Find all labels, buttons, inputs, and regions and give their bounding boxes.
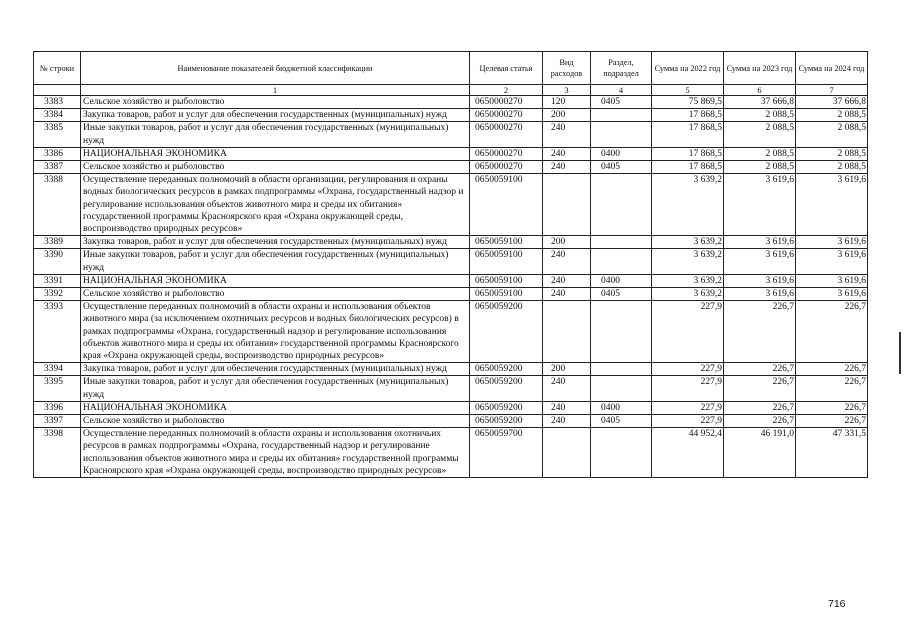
expense-type-cell: 240 xyxy=(543,274,591,287)
expense-type-cell: 240 xyxy=(543,415,591,428)
expense-type-cell xyxy=(543,174,591,236)
sum-2024-cell: 226,7 xyxy=(796,363,868,376)
column-number: 3 xyxy=(543,85,591,96)
sum-2022-cell: 227,9 xyxy=(652,376,724,401)
sum-2024-cell: 2 088,5 xyxy=(796,122,868,147)
section-cell xyxy=(591,363,652,376)
indicator-name-cell: НАЦИОНАЛЬНАЯ ЭКОНОМИКА xyxy=(81,401,470,414)
sum-2023-cell: 3 619,6 xyxy=(724,236,796,249)
section-cell: 0405 xyxy=(591,161,652,174)
sum-2023-cell: 226,7 xyxy=(724,401,796,414)
expense-type-cell: 240 xyxy=(543,249,591,274)
target-article-cell: 0650059100 xyxy=(470,236,543,249)
section-cell: 0400 xyxy=(591,401,652,414)
row-number-cell: 3397 xyxy=(34,415,81,428)
sum-2024-cell: 47 331,5 xyxy=(796,428,868,478)
sum-2024-cell: 226,7 xyxy=(796,415,868,428)
row-number-cell: 3394 xyxy=(34,363,81,376)
page-number: 716 xyxy=(828,598,846,610)
scan-margin-mark xyxy=(899,332,901,374)
row-number-cell: 3390 xyxy=(34,249,81,274)
table-row xyxy=(34,428,868,478)
sum-2023-cell: 3 619,6 xyxy=(724,174,796,236)
indicator-name-cell: Сельское хозяйство и рыболовство xyxy=(81,161,470,174)
target-article-cell: 0650059200 xyxy=(470,301,543,363)
expense-type-cell: 240 xyxy=(543,401,591,414)
sum-2024-cell: 226,7 xyxy=(796,301,868,363)
sum-2022-cell: 17 868,5 xyxy=(652,161,724,174)
expense-type-cell: 240 xyxy=(543,147,591,160)
header-sum-2024: Сумма на 2024 год xyxy=(796,52,868,85)
column-number-empty xyxy=(34,85,81,96)
row-number-cell: 3383 xyxy=(34,96,81,109)
indicator-name-cell: Осуществление переданных полномочий в области организации, регулирования и охраны водных биологических ресурсов в рамках подпрограммы «Охрана, государственный надзор и регулирование использования объектов животного мира и среды их обитания» государственной программы Красноярского края «Охрана окружающей среды, воспроизводство природных ресурсов» xyxy=(81,174,470,236)
indicator-name-cell: Закупка товаров, работ и услуг для обеспечения государственных (муниципальных) нужд xyxy=(81,236,470,249)
column-number: 6 xyxy=(724,85,796,96)
sum-2022-cell: 227,9 xyxy=(652,401,724,414)
column-number-row xyxy=(34,85,868,96)
table-body xyxy=(34,96,868,478)
indicator-name-cell: НАЦИОНАЛЬНАЯ ЭКОНОМИКА xyxy=(81,274,470,287)
section-cell xyxy=(591,174,652,236)
expense-type-cell xyxy=(543,301,591,363)
header-expense-type: Вид расходов xyxy=(543,52,591,85)
section-cell: 0400 xyxy=(591,147,652,160)
column-number: 4 xyxy=(591,85,652,96)
section-cell xyxy=(591,249,652,274)
target-article-cell: 0650059100 xyxy=(470,174,543,236)
section-cell xyxy=(591,122,652,147)
sum-2022-cell: 3 639,2 xyxy=(652,174,724,236)
column-number: 5 xyxy=(652,85,724,96)
table-row xyxy=(34,174,868,236)
section-cell xyxy=(591,109,652,122)
row-number-cell: 3385 xyxy=(34,122,81,147)
sum-2023-cell: 2 088,5 xyxy=(724,147,796,160)
sum-2023-cell: 226,7 xyxy=(724,363,796,376)
sum-2023-cell: 2 088,5 xyxy=(724,109,796,122)
target-article-cell: 0650059100 xyxy=(470,274,543,287)
section-cell: 0405 xyxy=(591,415,652,428)
indicator-name-cell: Закупка товаров, работ и услуг для обеспечения государственных (муниципальных) нужд xyxy=(81,109,470,122)
section-cell: 0405 xyxy=(591,288,652,301)
table-row xyxy=(34,401,868,414)
target-article-cell: 0650000270 xyxy=(470,147,543,160)
header-target-article: Целевая статья xyxy=(470,52,543,85)
sum-2022-cell: 3 639,2 xyxy=(652,288,724,301)
sum-2022-cell: 227,9 xyxy=(652,415,724,428)
expense-type-cell: 200 xyxy=(543,236,591,249)
table-row xyxy=(34,147,868,160)
sum-2022-cell: 227,9 xyxy=(652,301,724,363)
indicator-name-cell: Осуществление переданных полномочий в области охраны и использования охотничьих ресурсов в рамках подпрограммы «Охрана, государственный надзор и регулирование использования объектов животного мира и среды их обитания» государственной программы Красноярского края «Охрана окружающей среды, воспроизводство природных ресурсов» xyxy=(81,428,470,478)
column-number: 7 xyxy=(796,85,868,96)
sum-2023-cell: 46 191,0 xyxy=(724,428,796,478)
table-row xyxy=(34,249,868,274)
column-number: 1 xyxy=(81,85,470,96)
header-row-number: № строки xyxy=(34,52,81,85)
indicator-name-cell: Закупка товаров, работ и услуг для обеспечения государственных (муниципальных) нужд xyxy=(81,363,470,376)
row-number-cell: 3386 xyxy=(34,147,81,160)
sum-2024-cell: 3 619,6 xyxy=(796,174,868,236)
sum-2023-cell: 3 619,6 xyxy=(724,288,796,301)
indicator-name-cell: Иные закупки товаров, работ и услуг для обеспечения государственных (муниципальных) нужд xyxy=(81,122,470,147)
table-row xyxy=(34,96,868,109)
indicator-name-cell: НАЦИОНАЛЬНАЯ ЭКОНОМИКА xyxy=(81,147,470,160)
section-cell xyxy=(591,376,652,401)
table-row xyxy=(34,376,868,401)
sum-2024-cell: 37 666,8 xyxy=(796,96,868,109)
target-article-cell: 0650059700 xyxy=(470,428,543,478)
section-cell xyxy=(591,236,652,249)
header-sum-2022: Сумма на 2022 год xyxy=(652,52,724,85)
indicator-name-cell: Сельское хозяйство и рыболовство xyxy=(81,96,470,109)
sum-2024-cell: 3 619,6 xyxy=(796,274,868,287)
budget-table xyxy=(33,51,868,478)
sum-2022-cell: 44 952,4 xyxy=(652,428,724,478)
row-number-cell: 3384 xyxy=(34,109,81,122)
target-article-cell: 0650000270 xyxy=(470,161,543,174)
expense-type-cell: 200 xyxy=(543,363,591,376)
sum-2024-cell: 3 619,6 xyxy=(796,236,868,249)
sum-2023-cell: 2 088,5 xyxy=(724,122,796,147)
sum-2023-cell: 37 666,8 xyxy=(724,96,796,109)
header-indicator-name: Наименование показателей бюджетной классификации xyxy=(81,52,470,85)
sum-2022-cell: 17 868,5 xyxy=(652,109,724,122)
sum-2024-cell: 226,7 xyxy=(796,376,868,401)
expense-type-cell: 200 xyxy=(543,109,591,122)
row-number-cell: 3398 xyxy=(34,428,81,478)
sum-2023-cell: 2 088,5 xyxy=(724,161,796,174)
table-row xyxy=(34,236,868,249)
target-article-cell: 0650059200 xyxy=(470,363,543,376)
sum-2022-cell: 3 639,2 xyxy=(652,236,724,249)
target-article-cell: 0650000270 xyxy=(470,122,543,147)
sum-2024-cell: 226,7 xyxy=(796,401,868,414)
expense-type-cell xyxy=(543,428,591,478)
section-cell xyxy=(591,428,652,478)
table-row xyxy=(34,274,868,287)
header-section: Раздел, подраздел xyxy=(591,52,652,85)
row-number-cell: 3387 xyxy=(34,161,81,174)
sum-2023-cell: 226,7 xyxy=(724,415,796,428)
table-row xyxy=(34,415,868,428)
sum-2022-cell: 17 868,5 xyxy=(652,122,724,147)
target-article-cell: 0650059200 xyxy=(470,415,543,428)
expense-type-cell: 240 xyxy=(543,288,591,301)
table-row xyxy=(34,301,868,363)
table-row xyxy=(34,363,868,376)
indicator-name-cell: Сельское хозяйство и рыболовство xyxy=(81,415,470,428)
indicator-name-cell: Иные закупки товаров, работ и услуг для обеспечения государственных (муниципальных) нужд xyxy=(81,376,470,401)
sum-2022-cell: 227,9 xyxy=(652,363,724,376)
sum-2022-cell: 75 869,5 xyxy=(652,96,724,109)
expense-type-cell: 120 xyxy=(543,96,591,109)
sum-2023-cell: 3 619,6 xyxy=(724,249,796,274)
table-row xyxy=(34,109,868,122)
row-number-cell: 3388 xyxy=(34,174,81,236)
expense-type-cell: 240 xyxy=(543,376,591,401)
sum-2022-cell: 3 639,2 xyxy=(652,274,724,287)
header-row xyxy=(34,52,868,85)
indicator-name-cell: Иные закупки товаров, работ и услуг для обеспечения государственных (муниципальных) нужд xyxy=(81,249,470,274)
sum-2023-cell: 3 619,6 xyxy=(724,274,796,287)
expense-type-cell: 240 xyxy=(543,122,591,147)
row-number-cell: 3391 xyxy=(34,274,81,287)
sum-2022-cell: 3 639,2 xyxy=(652,249,724,274)
table-row xyxy=(34,161,868,174)
table-row xyxy=(34,288,868,301)
target-article-cell: 0650000270 xyxy=(470,96,543,109)
target-article-cell: 0650059100 xyxy=(470,288,543,301)
target-article-cell: 0650000270 xyxy=(470,109,543,122)
budget-table-page xyxy=(33,51,867,478)
sum-2023-cell: 226,7 xyxy=(724,376,796,401)
row-number-cell: 3393 xyxy=(34,301,81,363)
sum-2024-cell: 3 619,6 xyxy=(796,288,868,301)
indicator-name-cell: Осуществление переданных полномочий в области охраны и использования объектов животного мира (за исключением охотничьих ресурсов и водных биологических ресурсов) в рамках подпрограммы «Охрана, государственный надзор и регулирование использования объектов животного мира и среды их обитания» государственной программы Красноярского края «Охрана окружающей среды, воспроизводство природных ресурсов» xyxy=(81,301,470,363)
row-number-cell: 3392 xyxy=(34,288,81,301)
sum-2023-cell: 226,7 xyxy=(724,301,796,363)
sum-2024-cell: 2 088,5 xyxy=(796,109,868,122)
expense-type-cell: 240 xyxy=(543,161,591,174)
sum-2024-cell: 3 619,6 xyxy=(796,249,868,274)
row-number-cell: 3396 xyxy=(34,401,81,414)
section-cell xyxy=(591,301,652,363)
sum-2024-cell: 2 088,5 xyxy=(796,147,868,160)
target-article-cell: 0650059100 xyxy=(470,249,543,274)
header-sum-2023: Сумма на 2023 год xyxy=(724,52,796,85)
section-cell: 0400 xyxy=(591,274,652,287)
row-number-cell: 3389 xyxy=(34,236,81,249)
section-cell: 0405 xyxy=(591,96,652,109)
target-article-cell: 0650059200 xyxy=(470,376,543,401)
row-number-cell: 3395 xyxy=(34,376,81,401)
sum-2022-cell: 17 868,5 xyxy=(652,147,724,160)
sum-2024-cell: 2 088,5 xyxy=(796,161,868,174)
column-number: 2 xyxy=(470,85,543,96)
indicator-name-cell: Сельское хозяйство и рыболовство xyxy=(81,288,470,301)
table-row xyxy=(34,122,868,147)
target-article-cell: 0650059200 xyxy=(470,401,543,414)
